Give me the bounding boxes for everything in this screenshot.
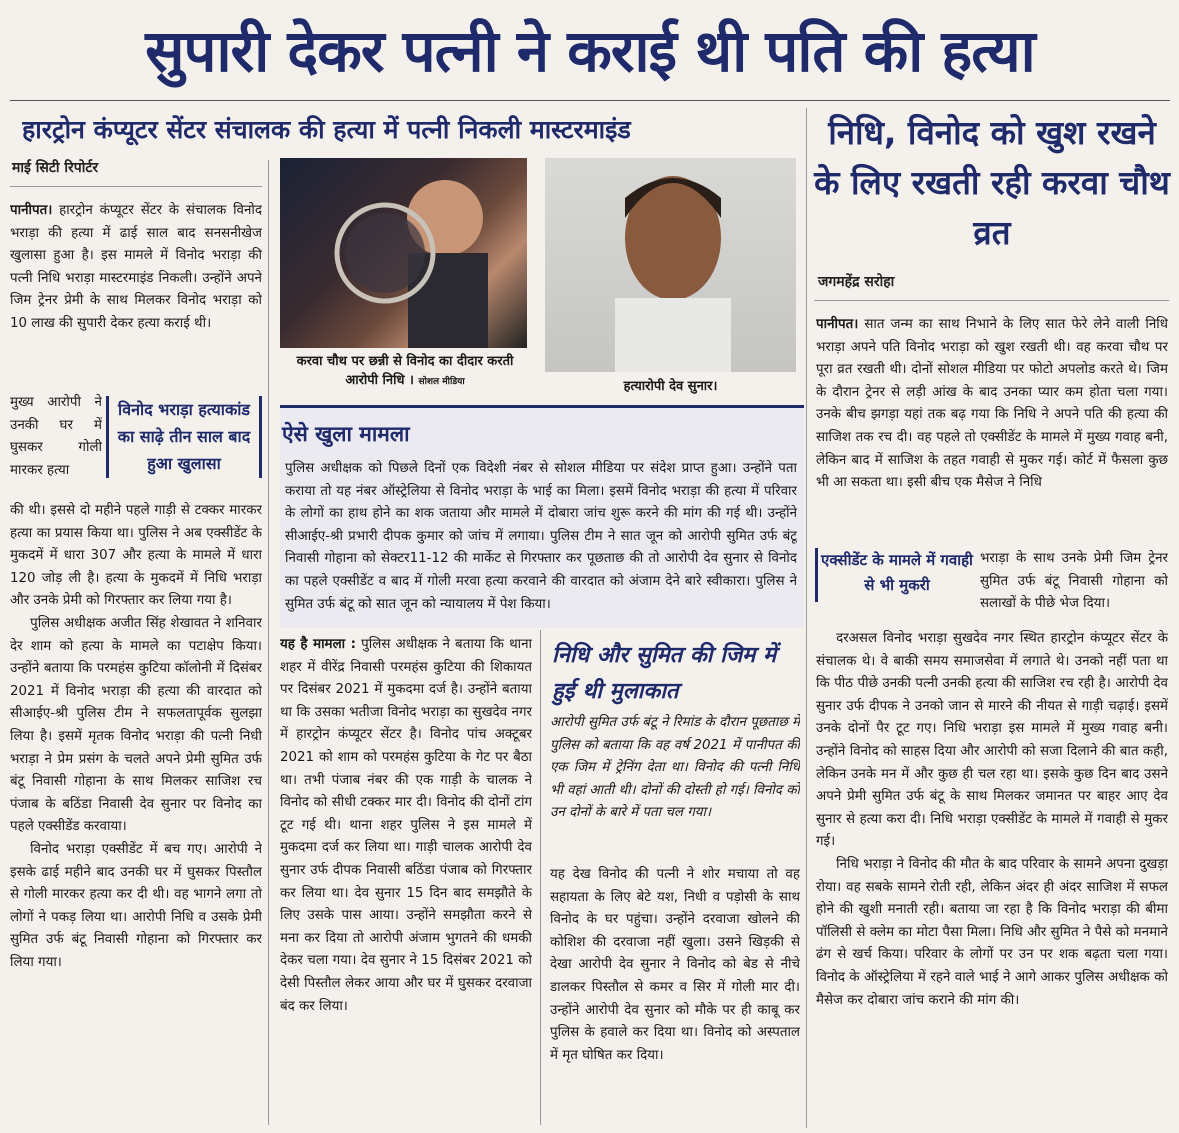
paragraph: की थी। इससे दो महीने पहले गाड़ी से टक्कर मारकर हत्या का प्रयास किया था। पुलिस ने अब एक्सीडेंट के मुकदमें में धारा 307 और हत्या के मामले में धारा 120 जोड़ ली है। हत्या के मुकदमें में निधि भराड़ा और उनके प्रेमी को गिरफ्तार कर लिया गया है। [10,503,262,609]
paragraph: विनोद भराड़ा एक्सीडेंट में बच गए। आरोपी ने इसके ढाई महीने बाद उनकी घर में घुसकर पिस्तौल से गोली मारकर हत्या कर दी थी। वह भागने लगा तो लोगों ने पकड़ लिया था। आरोपी निधि व उसके प्रेमी सुमित उर्फ बंटू निवासी गोहाना को गिरफ्तार कर लिया गया। [10,841,262,970]
info-box-title: ऐसे खुला मामला [282,422,410,446]
article-column-1-top [10,200,262,390]
paragraph: भराड़ा के साथ उनके प्रेमी जिम ट्रेनर सुमित उर्फ बंटू निवासी गोहाना को सलाखों के पीछे भेज दिया। [980,551,1168,612]
article-column-2 [280,634,532,1124]
paragraph: हारट्रोन कंप्यूटर सेंटर के संचालक विनोद भराड़ा की हत्या में ढाई साल बाद सनसनीखेज खुलासा हुआ है। इस मामले में विनोद भराड़ा की पत्नी निधि भराड़ा मास्टरमाइंड निकली। उन्होंने अपने जिम ट्रेनर प्रेमी के साथ मिलकर विनोद भराड़ा को 10 लाख की सुपारी देकर हत्या कराई थी। [10,203,262,331]
section-lead: यह है मामला : [280,637,357,652]
paragraph: पुलिस अधीक्षक ने बताया कि थाना शहर में वीरेंद्र निवासी परमहंस कुटिया की शिकायत पर दिसंबर 2021 में मुकदमा दर्ज है। उन्होंने बताया था कि उसका भतीजा विनोद भराड़ा का सुखदेव नगर में हारट्रोन कंप्यूटर सेंटर है। विनोद पांच अक्टूबर 2021 को शाम को परमहंस कुटिया के गेट पर बैठा था। तभी पंजाब नंबर की एक गाड़ी के चालक ने विनोद को सीधी टक्कर मार दी। विनोद की दोनों टांग टूट गई थी। थाना शहर पुलिस ने इस मामले में मुकदमा दर्ज कर लिया था। गाड़ी चालक आरोपी देव सुनार उर्फ दीपक निवासी बठिंडा पंजाब को गिरफ्तार कर लिया था। देव सुनार 15 दिन बाद समझौते के लिए उसके पास आया। उन्होंने समझौता करने से मना कर दिया तो आरोपी अंजाम भुगतने की धमकी देकर चला गया। देव सुनार ने 15 दिसंबर 2021 को देसी पिस्तौल लेकर आया और घर में घुसकर दरवाजा बंद कर लिया। [280,637,532,1014]
dateline: पानीपत। [10,203,53,218]
byline-left: माई सिटी रिपोर्टर [12,160,99,176]
article-column-4-top [816,314,1168,544]
pull-quote-2: एक्सीडेंट के मामले में गवाही से भी मुकरी [815,548,976,602]
article-column-3 [550,864,800,1124]
paragraph: आरोपी सुमित उर्फ बंटू ने रिमांड के दौरान पूछताछ में पुलिस को बताया कि वह वर्ष 2021 में पानीपत की एक जिम में ट्रेनिंग देता था। विनोद की पत्नी निधि भी वहां आती थी। दोनों की दोस्ती हो गई। विनोद को उन दोनों के बारे में पता चल गया। [550,715,800,821]
column-divider-middle [540,630,541,1125]
accused-photo-illustration [545,158,796,372]
karva-chauth-photo-illustration [280,158,527,348]
byline-rule-left [10,186,262,187]
paragraph: पुलिस अधीक्षक अजीत सिंह शेखावत ने शनिवार देर शाम को हत्या के मामले का पटाक्षेप किया। उन्होंने बताया कि परमहंस कुटिया कॉलोनी में दिसंबर 2021 में विनोद भराड़ा की हत्या की वारदात को सीआईए-श्री पुलिस टीम ने सफलतापूर्वक सुलझा लिया है। इसमें मृतक विनोद भराड़ा की पत्नी निधी भराड़ा ने प्रेम प्रसंग के चलते अपने प्रेमी सुमित उर्फ बंटू निवासी गोहाना के साथ मिलकर साजिश रच पंजाब के बठिंडा निवासी देव सुनार पर विनोद का पहले एक्सीडेंड करवाया। [10,615,262,835]
photo-karva-chauth [280,158,527,348]
photo-accused [545,158,796,372]
column-divider-left [268,160,269,1125]
caption-text: करवा चौथ पर छन्नी से विनोद का दीदार करती आरोपी निधि । [296,354,514,388]
paragraph: मुख्य आरोपी ने उनकी घर में घुसकर गोली मारकर हत्या [10,395,102,478]
article-column-3-italic [550,712,800,850]
dateline: पानीपत। [816,317,859,332]
photo-credit: सोशल मीडिया [418,377,465,387]
article-column-4-body [816,628,1168,1124]
paragraph: निधि भराड़ा ने विनोद की मौत के बाद परिवार के सामने अपना दुखड़ा रोया। वह सबके सामने रोती रही, लेकिन अंदर ही अंदर साजिश में सफल होने की खुशी मनाती रही। बताया जा रहा है कि विनोद भराड़ा की बीमा पॉलिसी से क्लेम का मोटा पैसा मिला। निधि और सुमित ने पैसे को मनमाने ढंग से खर्च किया। परिवार के लोगों पर उन पर शक बढ़ता चला गया। विनोद के ऑस्ट्रेलिया में रहने वाले भाई ने आगे आकर पुलिस अधीक्षक को मैसेज कर दोबारा जांच कराने की मांग की। [816,856,1168,1008]
side-headline: निधि, विनोद को खुश रखने के लिए रखती रही करवा चौथ व्रत [814,113,1170,252]
info-box-text-wrap [285,458,797,626]
info-box-text: पुलिस अधीक्षक को पिछले दिनों एक विदेशी नंबर से सोशल मीडिया पर संदेश प्राप्त हुआ। उन्होंने पता कराया तो यह नंबर ऑस्ट्रेलिया से विनोद भराड़ा के भाई का मिला। इसमें विनोद भराड़ा की हत्या में परिवार के लोगों का हाथ होने का शक जताया और मामले में दोबारा जांच शुरू करने की मांग की गई थी। उन्होंने सीआईए-श्री प्रभारी दीपक कुमार को जांच में लगाया। पुलिस टीम ने सात जून को आरोपी सुमित उर्फ बंटू निवासी गोहाना को सेक्टर11-12 की मार्केट से गिरफ्तार कर पूछताछ की तो आरोपी देव सुनार से विनोद का पहले एक्सीडेंट व बाद में गोली मरवा हत्या करवाने की वारदात को अंजाम देने बारे स्वीकारा। पुलिस ने सुमित उर्फ बंटू को सात जून को न्यायालय में पेश किया। [285,461,797,612]
subheadline: हारट्रोन कंप्यूटर सेंटर संचालक की हत्या में पत्नी निकली मास्टरमाइंड [22,115,631,144]
paragraph: यह देख विनोद की पत्नी ने शोर मचाया तो वह सहायता के लिए बेटे यश, निधी व पड़ोसी के साथ विनोद के घर पहुंचा। उन्होंने दरवाजा खोलने की कोशिश की दरवाजा नहीं खुला। उसने खिड़की से देखा आरोपी देव सुनार ने विनोद को बेड से नीचे डालकर पिस्तौल से कमर व सिर में गोली मार दी। उन्होंने आरोपी देव सुनार को मौके पर ही काबू कर पुलिस के हवाले कर दिया था। विनोद को अस्पताल में मृत घोषित कर दिया। [550,867,800,1063]
photo-caption-1 [280,352,530,392]
photo-caption-2: हत्यारोपी देव सुनार। [623,379,718,394]
byline-rule-right [814,300,1169,301]
headline: सुपारी देकर पत्नी ने कराई थी पति की हत्या [145,17,1035,85]
byline-right: जगमहेंद्र सरोहा [818,274,895,290]
pull-quote-1: विनोद भराड़ा हत्याकांड का साढ़े तीन साल बाद हुआ खुलासा [106,396,262,478]
headline-rule [10,100,1170,101]
article-column-4-wrap [980,548,1168,620]
article-column-1-wrap [10,392,102,506]
article-column-1-body [10,500,262,1120]
section-title: निधि और सुमित की जिम में हुई थी मुलाकात [552,643,777,704]
paragraph: सात जन्म का साथ निभाने के लिए सात फेरे लेने वाली निधि भराड़ा अपने पति विनोद भराड़ा को खुश रखती थी। वह करवा चौथ पर पूरा व्रत रखती थी। दोनों सोशल मीडिया पर फोटो अपलोड करते थे। जिम के दौरान ट्रेनर से लड़ी आंख के बाद उनका प्यार कम होता चला गया। उनके बीच झगड़ा यहां तक बढ़ गया कि निधि ने अपने पति की हत्या की साजिश तक रच दी। वह पहले तो एक्सीडेंट के मामले में मुख्य गवाह बनी, लेकिन बाद में साजिश के तहत गवाही से मुकर गई। कोर्ट में फैसला कुछ भी आ सकता था। इसी बीच एक मैसेज ने निधि [816,317,1168,491]
paragraph: दरअसल विनोद भराड़ा सुखदेव नगर स्थित हारट्रोन कंप्यूटर सेंटर के संचालक थे। वे बाकी समय समाजसेवा में लगाते थे। उनको नहीं पता था कि पीठ पीछे उनकी पत्नी उनकी हत्या की साजिश रच रही है। आरोपी देव सुनार उर्फ दीपक ने उनको जान से मारने की नीयत से गाड़ी चढ़ाई। इसमें उनके दोनों पैर टूट गए। निधि भराड़ा इस मामले में मुख्य गवाह बनी। उन्होंने विनोद को साहस दिया और आरोपी को सजा दिलाने की बात कही, लेकिन उनके मन में और कुछ ही चल रहा था। इसके कुछ दिन बाद उसने अपने प्रेमी सुमित उर्फ बंटू के साथ मिलकर जमानत पर बाहर आए देव सुनार से हत्या करा दी। निधि भराड़ा एक्सीडेंट के मामले में गवाही से मुकर गई। [816,631,1168,850]
column-divider-right [806,108,807,1128]
